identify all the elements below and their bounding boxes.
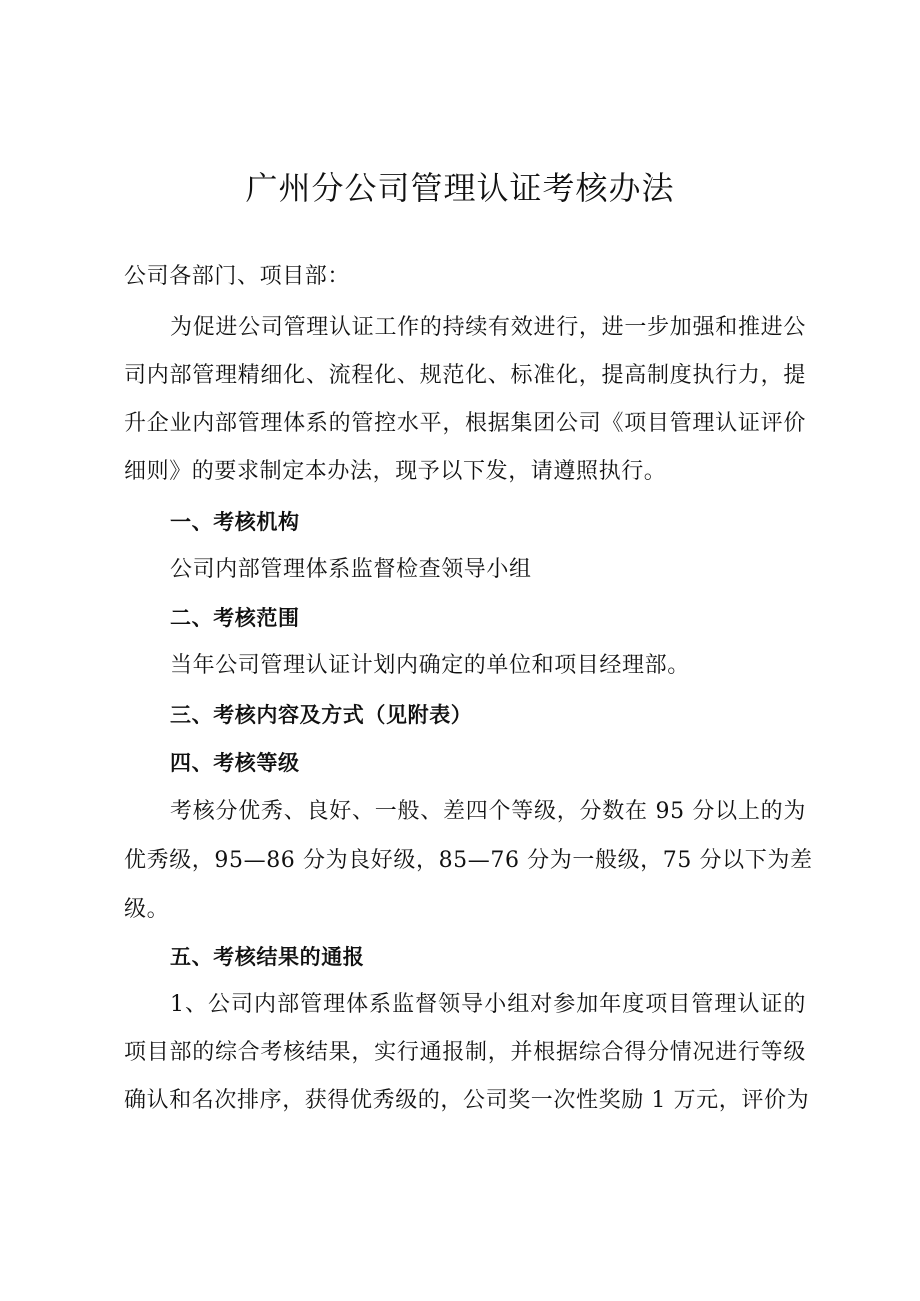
document-title: 广州分公司管理认证考核办法: [245, 169, 675, 207]
section-4-line-2: 优秀级，95—86 分为良好级，85—76 分为一般级，75 分以下为差: [124, 848, 813, 873]
section-1-heading: 一、考核机构: [170, 510, 300, 534]
section-4-line-3: 级。: [124, 897, 170, 922]
section-5-line-1: 1、公司内部管理体系监督领导小组对参加年度项目管理认证的: [170, 992, 806, 1017]
section-5-line-2: 项目部的综合考核结果，实行通报制，并根据综合得分情况进行等级: [124, 1040, 806, 1065]
section-1-body: 公司内部管理体系监督检查领导小组: [170, 557, 532, 582]
section-4-line-1: 考核分优秀、良好、一般、差四个等级，分数在 95 分以上的为: [170, 799, 806, 824]
intro-line-3: 升企业内部管理体系的管控水平，根据集团公司《项目管理认证评价: [124, 411, 806, 436]
section-3-heading: 三、考核内容及方式（见附表）: [170, 703, 473, 727]
section-5-line-3: 确认和名次排序，获得优秀级的，公司奖一次性奖励 1 万元，评价为: [124, 1088, 810, 1113]
intro-line-4: 细则》的要求制定本办法，现予以下发，请遵照执行。: [124, 459, 667, 484]
section-4-heading: 四、考核等级: [170, 751, 300, 775]
intro-line-2: 司内部管理精细化、流程化、规范化、标准化，提高制度执行力，提: [124, 363, 806, 388]
salutation: 公司各部门、项目部：: [124, 264, 351, 289]
section-5-heading: 五、考核结果的通报: [170, 945, 365, 969]
intro-line-1: 为促进公司管理认证工作的持续有效进行，进一步加强和推进公: [170, 315, 806, 340]
section-2-heading: 二、考核范围: [170, 606, 300, 630]
section-2-body: 当年公司管理认证计划内确定的单位和项目经理部。: [170, 653, 690, 678]
